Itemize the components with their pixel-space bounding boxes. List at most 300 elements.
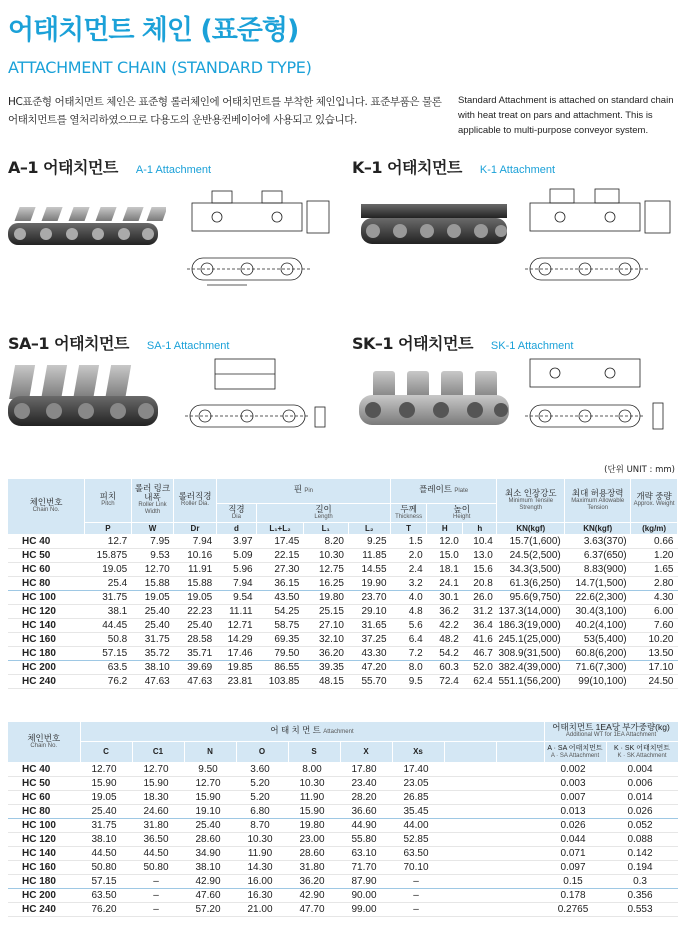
table-cell: 50.80 [80, 860, 132, 874]
empty-cell [444, 776, 496, 790]
th-sym-kn2: KN(kgf) [565, 522, 631, 534]
chain-no-cell: HC 180 [8, 646, 85, 660]
table-cell: 31.75 [85, 590, 132, 604]
table-cell: 19.05 [174, 590, 217, 604]
table-cell: 50.80 [132, 860, 184, 874]
table-row [8, 832, 678, 846]
k1-technical-drawing [525, 183, 680, 298]
table-cell: 25.40 [80, 804, 132, 818]
th-sym-dr: Dr [174, 522, 217, 534]
table-cell: 35.71 [174, 646, 217, 660]
section-k1-ko: K–1 어태치먼트 [352, 158, 462, 177]
table-cell: 44.50 [80, 846, 132, 860]
table-cell: 28.20 [340, 790, 392, 804]
table-cell: – [392, 874, 444, 888]
table-cell: 7.95 [131, 534, 174, 548]
section-a1-heading [8, 155, 211, 178]
table-cell: 10.16 [174, 548, 217, 562]
table-cell: 47.20 [348, 660, 391, 674]
table-cell: 16.25 [303, 576, 348, 590]
table-cell: 26.0 [463, 590, 497, 604]
table-cell: 71.6(7,300) [565, 660, 631, 674]
table-cell: 12.75 [303, 562, 348, 576]
table-row [8, 902, 678, 916]
table-cell: 95.6(9,750) [497, 590, 565, 604]
table-cell: 50.8 [85, 632, 132, 646]
table-cell: 39.35 [303, 660, 348, 674]
section-k1-heading [352, 155, 555, 178]
th-chain-no: 체인번호 Chain No. [8, 479, 85, 534]
table-cell: 14.55 [348, 562, 391, 576]
table-cell: 43.30 [348, 646, 391, 660]
chain-no-cell: HC 60 [8, 562, 85, 576]
empty-cell [444, 860, 496, 874]
table-cell: 90.00 [340, 888, 392, 902]
table-cell: 14.7(1,500) [565, 576, 631, 590]
chain-no-cell: HC 120 [8, 832, 80, 846]
page-title: 어태치먼트 체인 (표준형) [8, 15, 299, 46]
table-cell: 55.70 [348, 674, 391, 688]
a1-technical-drawing [182, 183, 342, 298]
table-cell: 44.50 [132, 846, 184, 860]
sa1-technical-drawing [185, 355, 335, 450]
empty-cell [444, 832, 496, 846]
table-cell: 57.20 [184, 902, 236, 916]
table-cell: 31.75 [80, 818, 132, 832]
table-cell: 12.70 [184, 776, 236, 790]
table-cell: 16.00 [236, 874, 288, 888]
table-cell: 8.83(900) [565, 562, 631, 576]
table-cell: 38.10 [184, 860, 236, 874]
table-cell: 54.25 [257, 604, 304, 618]
table-cell: 23.00 [288, 832, 340, 846]
table-row [8, 818, 678, 832]
description-english: Standard Attachment is attached on standard chain with heat treat on pars and attachment. This is applicable to multi-purpose conveyor system. [458, 95, 674, 136]
table-cell: 5.20 [236, 790, 288, 804]
table-cell: 0.044 [544, 832, 606, 846]
sa1-chain-photo [6, 360, 166, 440]
th2-blank-2 [496, 741, 544, 762]
chain-no-cell: HC 80 [8, 576, 85, 590]
table-cell: 2.0 [391, 548, 427, 562]
chain-no-cell: HC 180 [8, 874, 80, 888]
table-cell: 12.0 [427, 534, 463, 548]
table-cell: 44.90 [340, 818, 392, 832]
table-cell: 63.10 [340, 846, 392, 860]
table-cell: 43.50 [257, 590, 304, 604]
table-cell: 60.8(6,200) [565, 646, 631, 660]
table-cell: 72.4 [427, 674, 463, 688]
table-cell: 9.53 [131, 548, 174, 562]
table-cell: 36.15 [257, 576, 304, 590]
th-plate-height: 높이 Height [427, 503, 497, 522]
th2-attachment: 어 태 치 먼 트 Attachment [80, 722, 544, 741]
table-cell: 0.2765 [544, 902, 606, 916]
section-sa1-en: SA-1 Attachment [146, 340, 230, 352]
table-cell: 22.23 [174, 604, 217, 618]
table-cell: 70.10 [392, 860, 444, 874]
table-cell: 4.0 [391, 590, 427, 604]
table-cell: 31.65 [348, 618, 391, 632]
table-cell: 14.29 [216, 632, 256, 646]
table-cell: 0.178 [544, 888, 606, 902]
table-cell: 99(10,100) [565, 674, 631, 688]
table-cell: 41.6 [463, 632, 497, 646]
empty-cell [444, 888, 496, 902]
table-cell: 76.20 [80, 902, 132, 916]
table-row [8, 860, 678, 874]
th-roller-link-width: 롤러 링크내폭 Roller Link Width [131, 479, 174, 522]
table-cell: 61.3(6,250) [497, 576, 565, 590]
table-cell: 17.10 [631, 660, 678, 674]
table-cell: 38.1 [85, 604, 132, 618]
th-pin-length: 길이 Length [257, 503, 391, 522]
table-cell: 15.90 [132, 776, 184, 790]
chain-no-cell: HC 240 [8, 674, 85, 688]
empty-cell [496, 790, 544, 804]
th2-o: O [236, 741, 288, 762]
table-cell: 0.006 [606, 776, 678, 790]
table-cell: 17.80 [340, 762, 392, 776]
table-cell: 57.15 [80, 874, 132, 888]
table-row [8, 674, 678, 688]
table-cell: 54.2 [427, 646, 463, 660]
table-cell: 32.10 [303, 632, 348, 646]
table-cell: 31.75 [131, 632, 174, 646]
chain-no-cell: HC 160 [8, 632, 85, 646]
table-cell: 9.5 [391, 674, 427, 688]
th2-asa: A · SA 어태치먼트 A · SA Attachment [544, 741, 606, 762]
table-cell: 23.70 [348, 590, 391, 604]
section-sa1-heading [8, 331, 229, 354]
table-cell: 6.4 [391, 632, 427, 646]
table-cell: 42.90 [184, 874, 236, 888]
chain-no-cell: HC 60 [8, 790, 80, 804]
table-cell: 12.70 [131, 562, 174, 576]
chain-no-cell: HC 100 [8, 818, 80, 832]
table-cell: – [132, 874, 184, 888]
chain-no-cell: HC 50 [8, 548, 85, 562]
table-cell: 10.30 [288, 776, 340, 790]
th-sym-kn: KN(kgf) [497, 522, 565, 534]
table-cell: 103.85 [257, 674, 304, 688]
table-cell: 5.6 [391, 618, 427, 632]
th2-s: S [288, 741, 340, 762]
table-row [8, 660, 678, 674]
chain-no-cell: HC 100 [8, 590, 85, 604]
table-cell: 40.2(4,100) [565, 618, 631, 632]
table-cell: 99.00 [340, 902, 392, 916]
empty-cell [496, 776, 544, 790]
table-cell: 18.1 [427, 562, 463, 576]
table-cell: 17.45 [257, 534, 304, 548]
table-cell: 0.142 [606, 846, 678, 860]
table-cell: 9.25 [348, 534, 391, 548]
th2-c: C [80, 741, 132, 762]
empty-cell [496, 846, 544, 860]
section-a1-en: A-1 Attachment [135, 164, 212, 176]
table-cell: 36.4 [463, 618, 497, 632]
table-cell: 2.80 [631, 576, 678, 590]
table-cell: 47.60 [184, 888, 236, 902]
table-cell: 11.90 [236, 846, 288, 860]
table-cell: 22.6(2,300) [565, 590, 631, 604]
table-cell: 0.002 [544, 762, 606, 776]
table-cell: 137.3(14,000) [497, 604, 565, 618]
table-cell: 7.94 [216, 576, 256, 590]
table-cell: 36.20 [288, 874, 340, 888]
table-cell: 8.20 [303, 534, 348, 548]
table-cell: 14.30 [236, 860, 288, 874]
table-cell: 0.004 [606, 762, 678, 776]
table-cell: – [132, 902, 184, 916]
table-cell: 0.356 [606, 888, 678, 902]
table-cell: 16.30 [236, 888, 288, 902]
table-cell: 44.00 [392, 818, 444, 832]
table-row [8, 874, 678, 888]
empty-cell [496, 832, 544, 846]
table-cell: 25.40 [131, 604, 174, 618]
table-cell: 42.2 [427, 618, 463, 632]
table-cell: 19.90 [348, 576, 391, 590]
table-cell: 36.50 [132, 832, 184, 846]
table-cell: 38.10 [131, 660, 174, 674]
table-cell: 31.80 [288, 860, 340, 874]
table-cell: 0.071 [544, 846, 606, 860]
table-cell: 6.80 [236, 804, 288, 818]
table-cell: 19.80 [303, 590, 348, 604]
table-cell: – [392, 888, 444, 902]
table-cell: 31.2 [463, 604, 497, 618]
table-cell: 12.70 [80, 762, 132, 776]
table-cell: 0.15 [544, 874, 606, 888]
table-cell: 12.7 [85, 534, 132, 548]
table-cell: 4.30 [631, 590, 678, 604]
table-cell: 13.50 [631, 646, 678, 660]
empty-cell [496, 902, 544, 916]
table-cell: 24.50 [631, 674, 678, 688]
empty-cell [444, 874, 496, 888]
table-cell: 7.94 [174, 534, 217, 548]
table-cell: 31.80 [132, 818, 184, 832]
table-cell: 63.50 [392, 846, 444, 860]
table-cell: 36.2 [427, 604, 463, 618]
table-cell: 27.10 [303, 618, 348, 632]
empty-cell [444, 902, 496, 916]
table-cell: 23.05 [392, 776, 444, 790]
table-cell: 0.003 [544, 776, 606, 790]
table-cell: 30.1 [427, 590, 463, 604]
table-cell: 13.0 [463, 548, 497, 562]
table-cell: 69.35 [257, 632, 304, 646]
table-cell: 63.5 [85, 660, 132, 674]
table-cell: – [392, 902, 444, 916]
th-max-allowable: 최대 허용장력 Maximum Allowable Tension [565, 479, 631, 522]
table-cell: 15.90 [80, 776, 132, 790]
table-cell: 10.4 [463, 534, 497, 548]
table-row [8, 618, 678, 632]
table-cell: 12.71 [216, 618, 256, 632]
table-cell: 12.70 [132, 762, 184, 776]
table-cell: 0.088 [606, 832, 678, 846]
table-cell: 29.10 [348, 604, 391, 618]
table-cell: 36.20 [303, 646, 348, 660]
table-cell: 15.0 [427, 548, 463, 562]
table-cell: 551.1(56,200) [497, 674, 565, 688]
table-cell: 8.00 [288, 762, 340, 776]
page-subtitle: ATTACHMENT CHAIN (STANDARD TYPE) [8, 58, 312, 77]
table-cell: 8.70 [236, 818, 288, 832]
table-cell: 1.20 [631, 548, 678, 562]
table-row [8, 590, 678, 604]
table-cell: 9.54 [216, 590, 256, 604]
table-cell: 46.7 [463, 646, 497, 660]
table-cell: 24.5(2,500) [497, 548, 565, 562]
table-cell: 11.11 [216, 604, 256, 618]
table-cell: 37.25 [348, 632, 391, 646]
empty-cell [444, 846, 496, 860]
table-cell: 0.052 [606, 818, 678, 832]
th2-blank-1 [444, 741, 496, 762]
table-cell: 21.00 [236, 902, 288, 916]
th-sym-l1l2: L₁+L₂ [257, 522, 304, 534]
table-cell: 34.3(3,500) [497, 562, 565, 576]
table-cell: 25.4 [85, 576, 132, 590]
th-min-tensile: 최소 인장강도 Minimum Tensile Strength [497, 479, 565, 522]
table-cell: 3.60 [236, 762, 288, 776]
table-cell: 19.05 [131, 590, 174, 604]
chain-no-cell: HC 240 [8, 902, 80, 916]
table-row [8, 604, 678, 618]
table-cell: 52.85 [392, 832, 444, 846]
th-plate: 플레이트 Plate [391, 479, 497, 503]
th-pin: 핀 Pin [216, 479, 390, 503]
chain-no-cell: HC 140 [8, 618, 85, 632]
table-cell: 55.80 [340, 832, 392, 846]
empty-cell [444, 804, 496, 818]
table-cell: 382.4(39,000) [497, 660, 565, 674]
table-row [8, 632, 678, 646]
table-cell: 86.55 [257, 660, 304, 674]
table-cell: 24.60 [132, 804, 184, 818]
table-cell: 0.194 [606, 860, 678, 874]
table-cell: 57.15 [85, 646, 132, 660]
table-cell: 10.30 [236, 832, 288, 846]
table-cell: 5.20 [236, 776, 288, 790]
table-cell: 25.15 [303, 604, 348, 618]
table-cell: 47.63 [131, 674, 174, 688]
th-sym-l2: L₂ [348, 522, 391, 534]
table-cell: 42.90 [288, 888, 340, 902]
th-sym-h: H [427, 522, 463, 534]
empty-cell [496, 818, 544, 832]
th2-xs: Xs [392, 741, 444, 762]
th-sym-h-small: h [463, 522, 497, 534]
unit-label: (단위 UNIT : mm) [604, 465, 675, 475]
table-cell: 87.90 [340, 874, 392, 888]
th-sym-d: d [216, 522, 256, 534]
th-approx-weight: 개략 중량 Approx. Weight [631, 479, 678, 522]
table-cell: 1.5 [391, 534, 427, 548]
table-cell: 23.81 [216, 674, 256, 688]
table-cell: 6.37(650) [565, 548, 631, 562]
table-cell: 6.00 [631, 604, 678, 618]
table-cell: 7.2 [391, 646, 427, 660]
chain-no-cell: HC 40 [8, 534, 85, 548]
k1-chain-photo [355, 200, 515, 260]
table-cell: 19.85 [216, 660, 256, 674]
table-cell: 48.2 [427, 632, 463, 646]
table-cell: 2.4 [391, 562, 427, 576]
table-cell: 308.9(31,500) [497, 646, 565, 660]
table-row [8, 562, 678, 576]
table-cell: 26.85 [392, 790, 444, 804]
table-cell: 35.72 [131, 646, 174, 660]
table-row [8, 790, 678, 804]
empty-cell [496, 860, 544, 874]
th-sym-l1: L₁ [303, 522, 348, 534]
table-cell: 20.8 [463, 576, 497, 590]
th-sym-kgm: (kg/m) [631, 522, 678, 534]
table-cell: 22.15 [257, 548, 304, 562]
table-cell: 3.63(370) [565, 534, 631, 548]
table-cell: 11.85 [348, 548, 391, 562]
table-cell: 36.60 [340, 804, 392, 818]
table-cell: 58.75 [257, 618, 304, 632]
table-cell: 1.65 [631, 562, 678, 576]
table-cell: 9.50 [184, 762, 236, 776]
attachment-dimension-table [8, 722, 679, 917]
th-sym-w: W [131, 522, 174, 534]
table-cell: 39.69 [174, 660, 217, 674]
chain-no-cell: HC 200 [8, 660, 85, 674]
table-cell: 15.90 [184, 790, 236, 804]
table-row [8, 776, 678, 790]
th2-additional-wt: 어태치먼트 1EA당 부가중량(kg) Additional WT for 1EA Attachment [544, 722, 678, 741]
table-row [8, 804, 678, 818]
empty-cell [496, 874, 544, 888]
a1-chain-photo [6, 195, 166, 265]
table-cell: 19.80 [288, 818, 340, 832]
empty-cell [496, 762, 544, 776]
table-cell: 15.88 [174, 576, 217, 590]
table-cell: 3.2 [391, 576, 427, 590]
table-cell: 0.007 [544, 790, 606, 804]
table-row [8, 846, 678, 860]
table-cell: 245.1(25,000) [497, 632, 565, 646]
table-cell: 63.50 [80, 888, 132, 902]
table-cell: 23.40 [340, 776, 392, 790]
th2-c1: C1 [132, 741, 184, 762]
table-cell: 0.66 [631, 534, 678, 548]
sk1-technical-drawing [525, 355, 680, 450]
table-cell: 25.40 [131, 618, 174, 632]
table-cell: 0.026 [606, 804, 678, 818]
section-sk1-heading [352, 331, 573, 354]
section-sk1-en: SK-1 Attachment [490, 340, 574, 352]
table-cell: 0.014 [606, 790, 678, 804]
section-k1-en: K-1 Attachment [479, 164, 556, 176]
chain-no-cell: HC 140 [8, 846, 80, 860]
th-sym-p: P [85, 522, 132, 534]
th-roller-dia: 롤러직경 Roller Dia. [174, 479, 217, 522]
chain-no-cell: HC 40 [8, 762, 80, 776]
table-cell: 24.1 [427, 576, 463, 590]
table-cell: 38.10 [80, 832, 132, 846]
table-cell: 186.3(19,000) [497, 618, 565, 632]
table-cell: 0.553 [606, 902, 678, 916]
th-pin-dia: 직경 Dia [216, 503, 256, 522]
